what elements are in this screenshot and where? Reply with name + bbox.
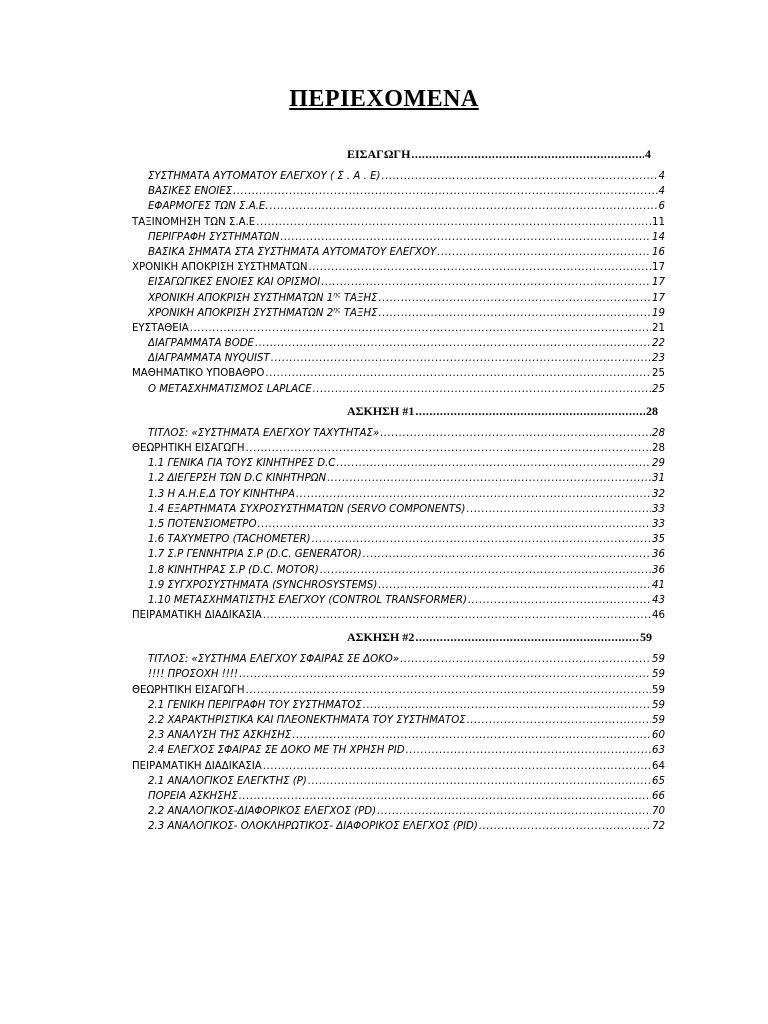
dot-leader — [296, 487, 651, 502]
toc-entry-link[interactable] — [148, 336, 665, 351]
toc-entry-level2[interactable] — [0, 667, 768, 682]
table-of-contents — [0, 143, 768, 835]
toc-entry-text: 1.10 ΜΕΤΑΣΧΗΜΑΤΙΣΤΗΣ ΕΛΕΓΧΟΥ (CONTROL TRANSFORMER) — [148, 594, 467, 606]
toc-entry-title — [148, 291, 378, 306]
dot-leader — [313, 382, 651, 397]
toc-entry-text: 2.2 ΧΑΡΑΚΤΗΡΙΣΤΙΚΑ ΚΑΙ ΠΛΕΟΝΕΚΤΗΜΑΤΑ ΤΟΥ ΣΥΣΤΗΜΑΤΟΣ — [148, 715, 466, 726]
toc-entry-title — [132, 608, 262, 623]
toc-entry-link[interactable] — [148, 547, 665, 562]
toc-entry-link[interactable] — [148, 743, 665, 758]
toc-entry-link[interactable] — [148, 471, 665, 486]
toc-entry-link[interactable] — [148, 502, 665, 517]
toc-entry-level2[interactable] — [0, 382, 768, 397]
toc-entry-title — [148, 426, 379, 441]
dot-leader — [380, 426, 651, 441]
toc-entry-title — [148, 275, 320, 290]
dot-leader — [263, 759, 651, 774]
toc-entry-text: ΘΕΩΡΗΤΙΚΗ ΕΙΣΑΓΩΓΗ — [132, 684, 245, 696]
toc-entry-title — [148, 336, 254, 351]
toc-entry-title — [148, 667, 238, 682]
toc-entry-text: 2.4 ΕΛΕΓΧΟΣ ΣΦΑΙΡΑΣ ΣΕ ΔΟΚΟ ΜΕ ΤΗ ΧΡΗΣΗ PID — [148, 745, 405, 757]
toc-entry-link[interactable] — [132, 683, 665, 698]
toc-entry-text: ΣΥΣΤΗΜΑΤΑ ΑΥΤΟΜΑΤΟΥ ΕΛΕΓΧΟΥ ( Σ . Α . Ε) — [148, 171, 381, 182]
toc-entry-title — [132, 321, 189, 336]
toc-entry-text-suffix: ΤΑΞΗΣ — [340, 307, 378, 319]
toc-entry-title — [132, 759, 262, 774]
toc-entry-text: 1.8 ΚΙΝΗΤΗΡΑΣ Σ.Ρ (D.C. MOTOR) — [148, 564, 319, 576]
toc-section-heading[interactable] — [0, 626, 768, 648]
toc-entry-link[interactable] — [132, 759, 665, 774]
toc-entry-title — [148, 698, 362, 713]
toc-page-number: 59 — [652, 684, 665, 696]
toc-entry-link[interactable] — [347, 400, 658, 422]
toc-entry-title — [148, 487, 295, 502]
toc-entry-link[interactable] — [148, 713, 665, 728]
toc-entry-link[interactable] — [148, 563, 665, 578]
dot-leader — [308, 774, 651, 789]
toc-entry-text: ΤΑΞΙΝΟΜΗΣΗ ΤΩΝ Σ.Α.Ε — [132, 216, 256, 228]
toc-page-number: 36 — [652, 549, 665, 561]
toc-entry-text: ΤΙΤΛΟΣ: «ΣΥΣΤΗΜΑ ΕΛΕΓΧΟΥ ΣΦΑΙΡΑΣ ΣΕ ΔΟΚΟ» — [148, 654, 400, 666]
toc-entry-link[interactable] — [148, 306, 665, 321]
toc-entry-link[interactable] — [148, 275, 665, 290]
toc-entry-text: 2.1 ΑΝΑΛΟΓΙΚΟΣ ΕΛΕΓΚΤΗΣ (P) — [148, 775, 307, 787]
toc-entry-title — [132, 366, 264, 381]
toc-page-number: 14 — [652, 231, 665, 243]
toc-page-number: 17 — [652, 292, 665, 304]
toc-entry-link[interactable] — [148, 698, 665, 713]
toc-entry-level2[interactable] — [0, 652, 768, 667]
toc-entry-title — [148, 578, 377, 593]
toc-entry-level2[interactable] — [0, 306, 768, 321]
dot-leader — [415, 626, 639, 648]
toc-section-heading[interactable] — [0, 143, 768, 165]
toc-page-number: 33 — [652, 503, 665, 515]
toc-entry-link[interactable] — [148, 652, 665, 667]
toc-entry-level1[interactable] — [0, 260, 768, 275]
toc-entry-level2[interactable] — [0, 199, 768, 214]
toc-entry-title — [132, 683, 245, 698]
toc-entry-superscript: ης — [333, 291, 341, 299]
toc-page-number: 4 — [658, 186, 665, 198]
toc-entry-link[interactable] — [148, 487, 665, 502]
dot-leader — [233, 184, 657, 199]
toc-entry-text: ΠΕΙΡΑΜΑΤΙΚΗ ΔΙΑΔΙΚΑΣΙΑ — [132, 610, 262, 622]
toc-page-number: 17 — [652, 277, 665, 289]
toc-entry-text: ΧΡΟΝΙΚΗ ΑΠΟΚΡΙΣΗ ΣΥΣΤΗΜΑΤΩΝ 2 — [148, 307, 334, 319]
toc-entry-text: ΠΕΙΡΑΜΑΤΙΚΗ ΔΙΑΔΙΚΑΣΙΑ — [132, 760, 262, 772]
toc-entry-link[interactable] — [132, 321, 665, 336]
page-title: ΠΕΡΙΕΧΟΜΕΝΑ — [289, 86, 479, 112]
toc-entry-title — [148, 728, 291, 743]
toc-entry-link[interactable] — [148, 456, 665, 471]
toc-entry-link[interactable] — [148, 426, 665, 441]
toc-entry-level2[interactable] — [0, 774, 768, 789]
toc-page-number: 25 — [652, 368, 665, 380]
toc-entry-text-suffix: ΤΑΞΗΣ — [340, 292, 378, 304]
toc-entry-level2[interactable] — [0, 698, 768, 713]
toc-entry-title — [148, 789, 238, 804]
dot-leader — [271, 351, 651, 366]
toc-page-number: 32 — [652, 488, 665, 500]
toc-page-number: 28 — [646, 403, 658, 418]
toc-page-number: 28 — [652, 427, 665, 439]
dot-leader — [280, 230, 651, 245]
toc-entry-title — [148, 502, 466, 517]
toc-entry-superscript: ης — [333, 306, 341, 314]
toc-page-number: 11 — [652, 216, 665, 228]
toc-page-number: 22 — [652, 338, 665, 350]
toc-page-number: 36 — [652, 564, 665, 576]
dot-leader — [336, 456, 651, 471]
toc-entry-title — [148, 593, 467, 608]
toc-entry-title — [148, 199, 269, 214]
toc-section-heading[interactable] — [0, 400, 768, 422]
toc-entry-title — [148, 517, 256, 532]
dot-leader — [239, 667, 651, 682]
toc-entry-level2[interactable] — [0, 728, 768, 743]
toc-entry-text: 1.2 ΔΙΕΓΕΡΣΗ ΤΩΝ D.C ΚΙΝΗΤΗΡΩΝ — [148, 473, 327, 485]
toc-page-number: 33 — [652, 518, 665, 530]
toc-entry-title — [148, 547, 362, 562]
toc-entry-link[interactable] — [148, 593, 665, 608]
toc-page-number: 59 — [652, 699, 665, 711]
toc-entry-text: ΜΑΘΗΜΑΤΙΚΟ ΥΠΟΒΑΘΡΟ — [132, 368, 265, 380]
toc-entry-text: 1.9 ΣΥΓΧΡΟΣΥΣΤΗΜΑΤΑ (SYNCHROSYSTEMS) — [148, 579, 378, 591]
toc-page-number: 65 — [652, 775, 665, 787]
toc-entry-level1[interactable] — [0, 759, 768, 774]
toc-entry-title — [148, 563, 319, 578]
toc-entry-level2[interactable] — [0, 456, 768, 471]
toc-entry-level2[interactable] — [0, 245, 768, 260]
toc-entry-title — [148, 652, 399, 667]
toc-entry-link[interactable] — [148, 532, 665, 547]
dot-leader — [256, 215, 651, 230]
toc-entry-link[interactable] — [132, 441, 665, 456]
toc-entry-link[interactable] — [148, 774, 665, 789]
toc-entry-text: 2.3 ΑΝΑΛΟΓΙΚΟΣ- ΟΛΟΚΛΗΡΩΤΙΚΟΣ- ΔΙΑΦΟΡΙΚΟΣ ΕΛΕΓΧΟΣ (PID) — [148, 821, 478, 833]
dot-leader — [363, 698, 651, 713]
dot-leader — [321, 275, 651, 290]
dot-leader — [411, 143, 644, 165]
toc-entry-level2[interactable] — [0, 487, 768, 502]
dot-leader — [246, 441, 652, 456]
dot-leader — [363, 547, 651, 562]
toc-entry-level2[interactable] — [0, 578, 768, 593]
toc-page-number: 28 — [652, 443, 665, 454]
toc-entry-title — [148, 230, 279, 245]
toc-page-number: 63 — [652, 745, 665, 757]
toc-entry-text: Ο ΜΕΤΑΣΧΗΜΑΤΙΣΜΟΣ LAPLACE — [148, 383, 312, 395]
toc-entry-text: ΠΟΡΕΙΑ ΑΣΚΗΣΗΣ — [148, 790, 238, 802]
toc-entry-link[interactable] — [347, 143, 651, 165]
toc-entry-link[interactable] — [148, 789, 665, 804]
toc-page-number: 59 — [640, 630, 652, 645]
dot-leader — [239, 789, 651, 804]
dot-leader — [263, 608, 651, 623]
toc-entry-link[interactable] — [148, 382, 665, 397]
toc-entry-text: 1.7 Σ.Ρ ΓΕΝΝΗΤΡΙΑ Σ.Ρ (D.C. GENERATOR) — [148, 549, 362, 561]
dot-leader — [382, 169, 658, 184]
dot-leader — [327, 471, 651, 486]
toc-entry-text: ΔΙΑΓΡΑΜΜΑΤΑ BODE — [148, 338, 254, 350]
toc-page-number: 6 — [658, 201, 665, 213]
toc-entry-link[interactable] — [148, 578, 665, 593]
dot-leader — [379, 291, 651, 306]
toc-entry-link[interactable] — [148, 819, 665, 834]
dot-leader — [312, 532, 651, 547]
toc-entry-text: ΑΣΚΗΣΗ #2 — [347, 630, 415, 645]
toc-entry-level2[interactable] — [0, 593, 768, 608]
toc-entry-text: ΔΙΑΓΡΑΜΜΑΤΑ NYQUIST — [148, 353, 270, 365]
dot-leader — [379, 306, 651, 321]
toc-entry-title — [347, 626, 414, 648]
toc-entry-title — [148, 774, 307, 789]
toc-entry-level1[interactable] — [0, 215, 768, 230]
dot-leader — [270, 199, 658, 214]
toc-entry-link[interactable] — [347, 626, 652, 648]
toc-entry-level1[interactable] — [0, 441, 768, 456]
toc-entry-level2[interactable] — [0, 471, 768, 486]
toc-entry-level1[interactable] — [0, 366, 768, 381]
toc-entry-text: ΕΙΣΑΓΩΓΗ — [347, 147, 411, 161]
toc-entry-text: ΤΙΤΛΟΣ: «ΣΥΣΤΗΜΑΤΑ ΕΛΕΓΧΟΥ ΤΑΧΥΤΗΤΑΣ» — [148, 427, 380, 439]
toc-entry-link[interactable] — [148, 667, 665, 682]
toc-entry-text: 1.1 ΓΕΝΙΚΑ ΓΙΑ ΤΟΥΣ ΚΙΝΗΤΗΡΕΣ D.C — [148, 458, 336, 470]
toc-entry-text: ΧΡΟΝΙΚΗ ΑΠΟΚΡΙΣΗ ΣΥΣΤΗΜΑΤΩΝ — [132, 262, 308, 274]
toc-page-number: 31 — [652, 473, 665, 485]
toc-page-number: 4 — [645, 147, 651, 161]
toc-entry-level2[interactable] — [0, 819, 768, 834]
toc-entry-link[interactable] — [132, 260, 665, 275]
toc-page-number: 16 — [652, 246, 665, 258]
toc-entry-title — [347, 400, 414, 422]
toc-page-number: 59 — [652, 715, 665, 726]
toc-entry-link[interactable] — [148, 199, 665, 214]
toc-entry-link[interactable] — [148, 517, 665, 532]
toc-entry-level2[interactable] — [0, 502, 768, 517]
toc-entry-title — [148, 382, 312, 397]
toc-entry-level2[interactable] — [0, 351, 768, 366]
toc-entry-level2[interactable] — [0, 532, 768, 547]
dot-leader — [406, 743, 651, 758]
toc-entry-title — [148, 713, 466, 728]
toc-page-number: 43 — [652, 594, 665, 606]
dot-leader — [437, 245, 651, 260]
toc-entry-link[interactable] — [148, 804, 665, 819]
toc-entry-text: 2.1 ΓΕΝΙΚΗ ΠΕΡΙΓΡΑΦΗ ΤΟΥ ΣΥΣΤΗΜΑΤΟΣ — [148, 699, 362, 711]
toc-page-number: 35 — [652, 534, 665, 546]
toc-entry-level2[interactable] — [0, 789, 768, 804]
toc-entry-title — [148, 351, 270, 366]
toc-page-number: 46 — [652, 610, 665, 622]
toc-page-number: 25 — [652, 383, 665, 395]
toc-page-number: 70 — [652, 806, 665, 818]
toc-entry-title — [148, 169, 381, 184]
toc-entry-level2[interactable] — [0, 547, 768, 562]
toc-entry-link[interactable] — [148, 245, 665, 260]
toc-entry-title — [148, 245, 436, 260]
toc-page-number: 59 — [652, 669, 665, 681]
toc-entry-level2[interactable] — [0, 291, 768, 306]
toc-entry-link[interactable] — [148, 291, 665, 306]
toc-entry-title — [148, 804, 376, 819]
toc-page-number: 72 — [652, 821, 665, 833]
toc-entry-link[interactable] — [148, 728, 665, 743]
toc-entry-text: ΒΑΣΙΚΑ ΣΗΜΑΤΑ ΣΤΑ ΣΥΣΤΗΜΑΤΑ ΑΥΤΟΜΑΤΟΥ ΕΛΕΓΧΟΥ — [148, 246, 437, 258]
toc-entry-level2[interactable] — [0, 804, 768, 819]
dot-leader — [292, 728, 651, 743]
toc-entry-link[interactable] — [148, 230, 665, 245]
toc-entry-title — [148, 184, 232, 199]
toc-page-number: 19 — [652, 307, 665, 319]
dot-leader — [415, 400, 645, 422]
toc-entry-level2[interactable] — [0, 336, 768, 351]
toc-entry-text: 1.6 ΤΑΧΥΜΕΤΡΟ (TACHOMETER) — [148, 534, 311, 546]
toc-entry-text: 2.3 ΑΝΑΛΥΣΗ ΤΗΣ ΑΣΚΗΣΗΣ — [148, 730, 292, 742]
toc-entry-level2[interactable] — [0, 563, 768, 578]
toc-entry-text: 2.2 ΑΝΑΛΟΓΙΚΟΣ-ΔΙΑΦΟΡΙΚΟΣ ΕΛΕΓΧΟΣ (PD) — [148, 806, 377, 818]
dot-leader — [309, 260, 652, 275]
toc-entry-title — [132, 441, 245, 456]
toc-page-number: 66 — [652, 790, 665, 802]
toc-entry-title — [347, 143, 410, 165]
toc-entry-level2[interactable] — [0, 184, 768, 199]
toc-entry-link[interactable] — [132, 366, 665, 381]
dot-leader — [246, 683, 652, 698]
dot-leader — [400, 652, 651, 667]
toc-entry-title — [148, 819, 478, 834]
toc-entry-level1[interactable] — [0, 608, 768, 623]
toc-entry-link[interactable] — [148, 351, 665, 366]
dot-leader — [479, 819, 651, 834]
dot-leader — [378, 578, 651, 593]
toc-entry-text: ΧΡΟΝΙΚΗ ΑΠΟΚΡΙΣΗ ΣΥΣΤΗΜΑΤΩΝ 1 — [148, 292, 334, 304]
toc-entry-level2[interactable] — [0, 517, 768, 532]
toc-page-number: 60 — [652, 730, 665, 742]
dot-leader — [468, 593, 651, 608]
toc-entry-text: ΒΑΣΙΚΕΣ ΕΝΟΙΕΣ — [148, 186, 233, 198]
toc-page-number: 4 — [658, 171, 665, 182]
toc-entry-link[interactable] — [132, 608, 665, 623]
dot-leader — [467, 713, 651, 728]
toc-entry-text: ΘΕΩΡΗΤΙΚΗ ΕΙΣΑΓΩΓΗ — [132, 443, 245, 454]
toc-page-number: 29 — [652, 458, 665, 470]
toc-entry-level2[interactable] — [0, 230, 768, 245]
toc-entry-title — [148, 456, 335, 471]
toc-entry-title — [148, 743, 405, 758]
toc-entry-level2[interactable] — [0, 426, 768, 441]
toc-entry-text: !!!! ΠΡΟΣΟΧΗ !!!! — [148, 669, 239, 681]
toc-entry-level2[interactable] — [0, 169, 768, 184]
toc-entry-text: ΕΙΣΑΓΩΓΙΚΕΣ ΕΝΟΙΕΣ ΚΑΙ ΟΡΙΣΜΟΙ — [148, 277, 321, 289]
dot-leader — [190, 321, 651, 336]
dot-leader — [467, 502, 652, 517]
toc-entry-title — [148, 532, 311, 547]
dot-leader — [255, 336, 651, 351]
toc-page-number: 17 — [652, 262, 665, 274]
toc-page-number: 41 — [652, 579, 665, 591]
toc-entry-title — [132, 260, 308, 275]
toc-entry-level1[interactable] — [0, 683, 768, 698]
toc-entry-title — [132, 215, 255, 230]
toc-entry-level2[interactable] — [0, 743, 768, 758]
toc-entry-link[interactable] — [148, 184, 665, 199]
toc-page-number: 21 — [652, 322, 665, 334]
toc-entry-text: ΠΕΡΙΓΡΑΦΗ ΣΥΣΤΗΜΑΤΩΝ — [148, 231, 280, 243]
toc-page-number: 59 — [652, 654, 665, 666]
toc-entry-text: ΕΥΣΤΑΘΕΙΑ — [132, 322, 189, 334]
toc-entry-title — [148, 471, 326, 486]
toc-entry-text: 1.4 ΕΞΑΡΤΗΜΑΤΑ ΣΥΧΡΟΣΥΣΤΗΜΑΤΩΝ (SERVO COMPONENTS) — [148, 503, 466, 515]
toc-entry-text: ΑΣΚΗΣΗ #1 — [347, 403, 415, 418]
toc-entry-text: 1.3 Η Α.Η.Ε.Δ ΤΟΥ ΚΙΝΗΤΗΡΑ — [148, 488, 295, 500]
toc-entry-text: ΕΦΑΡΜΟΓΕΣ ΤΩΝ Σ.Α.Ε. — [148, 201, 269, 213]
toc-entry-level1[interactable] — [0, 321, 768, 336]
toc-entry-link[interactable] — [148, 169, 665, 184]
toc-entry-link[interactable] — [132, 215, 665, 230]
toc-page-number: 23 — [652, 353, 665, 365]
toc-entry-level2[interactable] — [0, 713, 768, 728]
dot-leader — [377, 804, 651, 819]
toc-entry-title — [148, 306, 378, 321]
toc-entry-text: 1.5 ΠΟΤΕΝΣΙΟΜΕΤΡΟ — [148, 518, 257, 530]
dot-leader — [257, 517, 651, 532]
dot-leader — [265, 366, 651, 381]
toc-page-number: 64 — [652, 760, 665, 772]
dot-leader — [320, 563, 651, 578]
toc-entry-level2[interactable] — [0, 275, 768, 290]
